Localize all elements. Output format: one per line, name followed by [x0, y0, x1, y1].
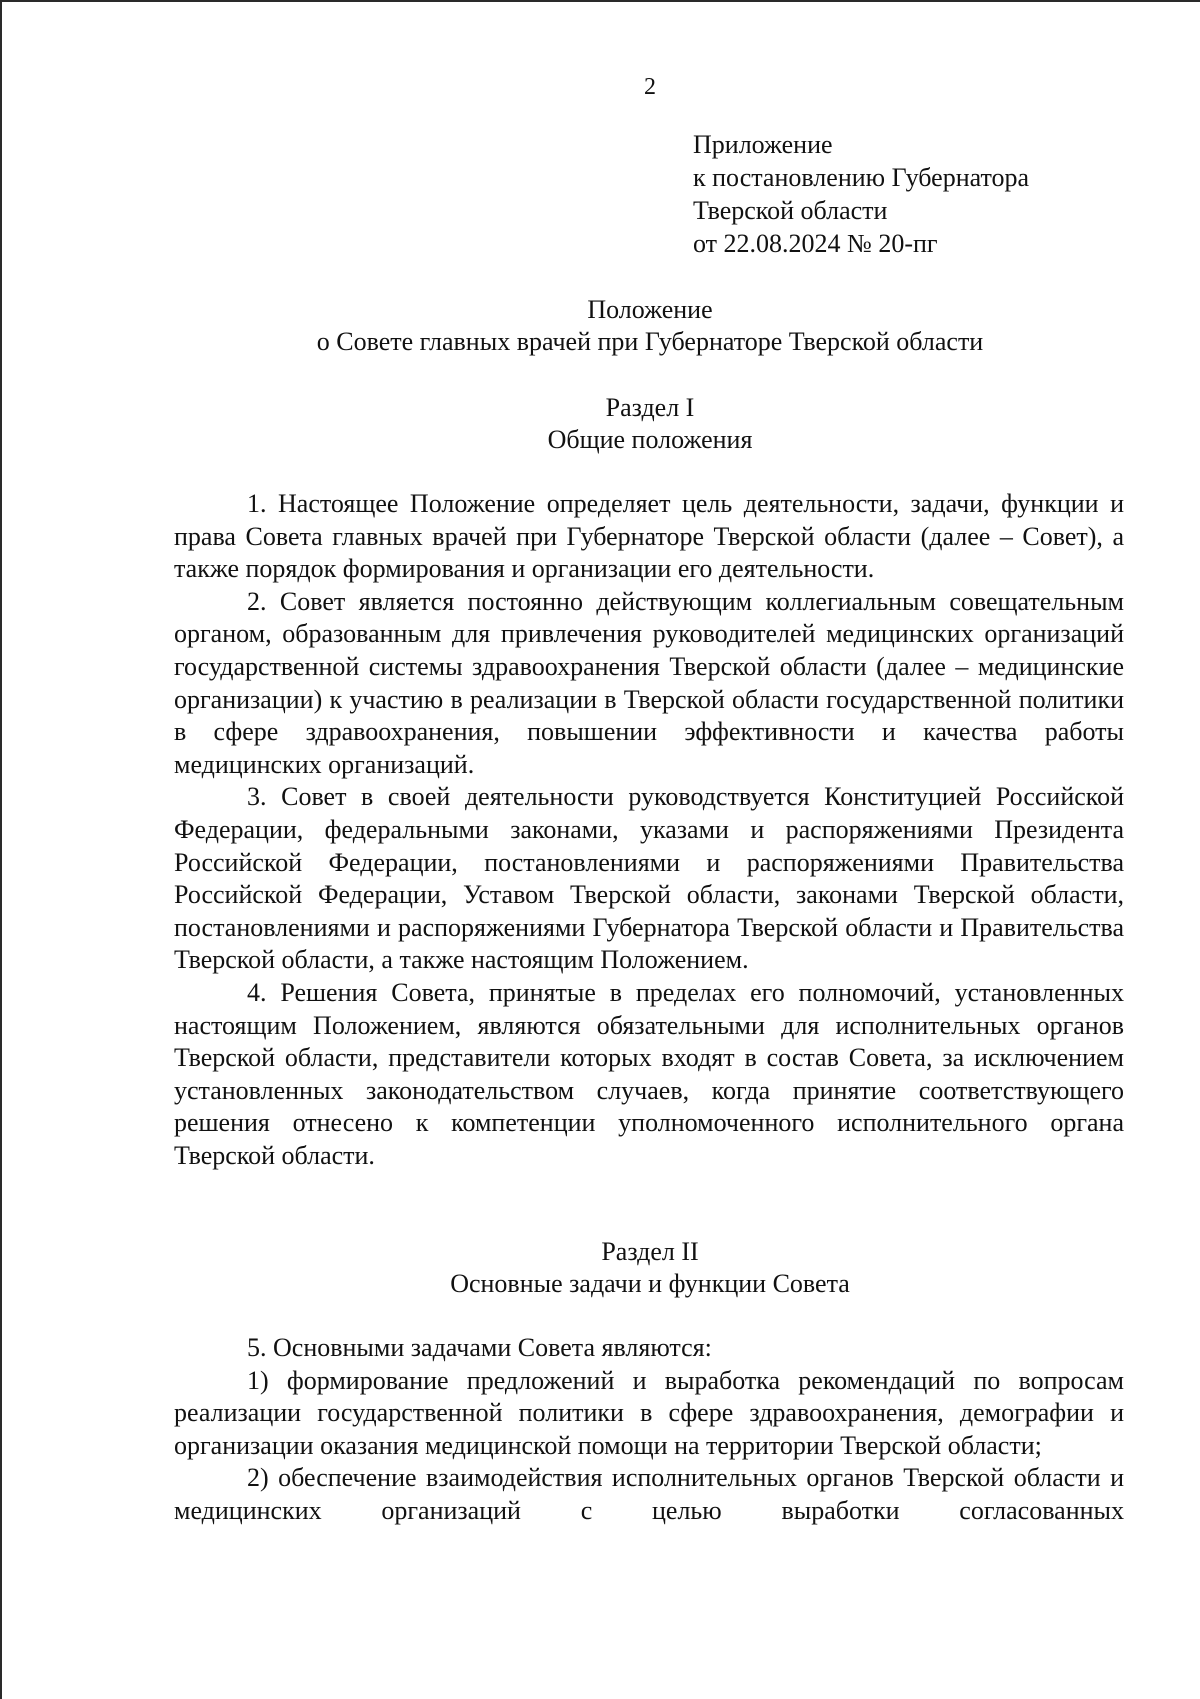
paragraph-4: 4. Решения Совета, принятые в пределах его полномочий, установленных настоящим Положением, являются обязательными для исполнительных органов Тверской области, представители которых входят в состав Совета, за исключением установленных законодательством случаев, когда принятие соответствующего решения отнесено к компетенции уполномоченного исполнительного органа Тверской области.	[174, 977, 1124, 1170]
section-1-title: Общие положения	[547, 425, 753, 454]
section-2-title: Основные задачи и функции Совета	[450, 1269, 850, 1298]
paragraph-3: 3. Совет в своей деятельности руководствуется Конституцией Российской Федерации, федеральными законами, указами и распоряжениями Президента Российской Федерации, постановлениями и распоряжениями Правительства Российской Федерации, Уставом Тверской области, законами Тверской области, постановлениями и распоряжениями Губернатора Тверской области и Правительства Тверской области, а также настоящим Положением.	[174, 782, 1124, 975]
document-title: Положение	[587, 295, 713, 324]
paragraph-5: 5. Основными задачами Совета являются:	[247, 1333, 712, 1362]
paragraph-1: 1. Настоящее Положение определяет цель деятельности, задачи, функции и права Совета главных врачей при Губернаторе Тверской области (далее – Совет), а также порядок формирования и организации его деятельности.	[174, 489, 1124, 584]
scan-top-edge	[0, 0, 1200, 2]
appendix-line-1: Приложение	[693, 130, 833, 159]
section-1-label: Раздел I	[605, 393, 695, 422]
appendix-block	[693, 128, 1029, 260]
appendix-line-3: Тверской области	[693, 196, 888, 225]
appendix-line-2: к постановлению Губернатора	[693, 163, 1030, 192]
paragraph-2: 2. Совет является постоянно действующим коллегиальным совещательным органом, образованным для привлечения руководителей медицинских организаций государственной системы здравоохранения Тверской области (далее – медицинские организации) к участию в реализации в Тверской области государственной политики в сфере здравоохранения, повышении эффективности и качества работы медицинских организаций.	[174, 586, 1124, 779]
appendix-line-4: от 22.08.2024 № 20-пг	[693, 229, 938, 258]
section-1-body	[174, 488, 1124, 1172]
document-subtitle: о Совете главных врачей при Губернаторе Тверской области	[316, 327, 984, 356]
page-number: 2	[644, 74, 656, 100]
scan-left-edge	[0, 0, 2, 1699]
paragraph-5-item-1: 1) формирование предложений и выработка рекомендаций по вопросам реализации государственной политики в сфере здравоохранения, демографии и организации оказания медицинской помощи на территории Тверской области;	[174, 1365, 1124, 1460]
section-2-body	[174, 1332, 1124, 1528]
paragraph-5-item-2: 2) обеспечение взаимодействия исполнительных органов Тверской области и медицинских организаций с целью выработки согласованных	[174, 1463, 1124, 1525]
section-2-label: Раздел II	[601, 1237, 699, 1266]
